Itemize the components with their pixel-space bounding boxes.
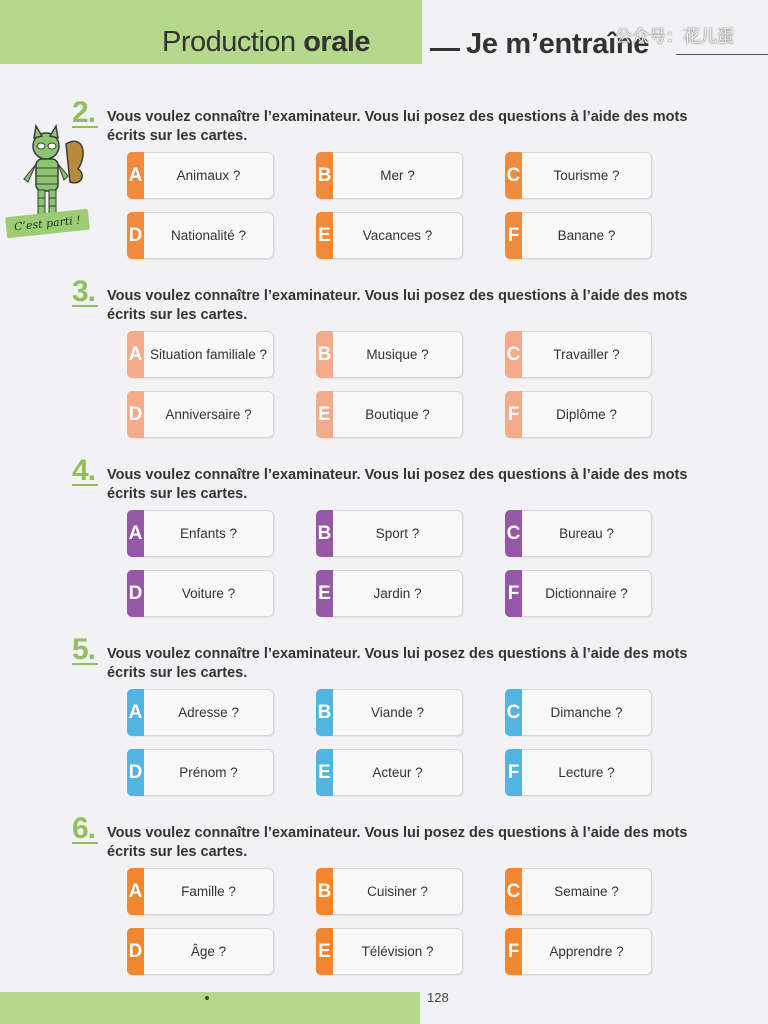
subtitle-text: Je m’entraîne bbox=[466, 28, 650, 60]
word-card bbox=[316, 868, 463, 915]
card-letter-tab: C bbox=[505, 152, 522, 199]
card-letter-tab: C bbox=[505, 510, 522, 557]
card-letter-tab: E bbox=[316, 570, 333, 617]
card-word: Semaine ? bbox=[554, 883, 619, 899]
card-letter-tab: B bbox=[316, 868, 333, 915]
card-word: Apprendre ? bbox=[549, 943, 624, 959]
card-letter-tab: A bbox=[127, 689, 144, 736]
exercise-number: 5. bbox=[72, 633, 96, 666]
card-word: Cuisiner ? bbox=[367, 883, 428, 899]
word-card bbox=[127, 391, 274, 438]
word-card bbox=[316, 391, 463, 438]
card-word: Boutique ? bbox=[365, 406, 430, 422]
card-letter-tab: D bbox=[127, 928, 144, 975]
card-letter-tab: F bbox=[505, 749, 522, 796]
word-card bbox=[127, 868, 274, 915]
card-word: Tourisme ? bbox=[553, 167, 620, 183]
card-word: Enfants ? bbox=[179, 525, 238, 541]
exercise-instruction: Vous voulez connaître l’examinateur. Vous lui posez des questions à l’aide des mots écrits sur les cartes. bbox=[107, 288, 688, 323]
word-card bbox=[505, 749, 652, 796]
exercise-number: 2. bbox=[72, 96, 96, 129]
word-card bbox=[127, 510, 274, 557]
dash-divider bbox=[430, 48, 460, 51]
card-word: Anniversaire ? bbox=[165, 406, 252, 422]
card-letter-tab: C bbox=[505, 331, 522, 378]
card-letter-tab: D bbox=[127, 212, 144, 259]
card-letter-tab: C bbox=[505, 689, 522, 736]
word-card bbox=[505, 152, 652, 199]
card-letter-tab: F bbox=[505, 570, 522, 617]
word-card bbox=[316, 570, 463, 617]
footer-bar bbox=[0, 992, 420, 1024]
card-word: Sport ? bbox=[375, 525, 420, 541]
word-card bbox=[505, 928, 652, 975]
card-letter-tab: E bbox=[316, 212, 333, 259]
word-card bbox=[505, 570, 652, 617]
word-card bbox=[127, 570, 274, 617]
card-word: Musique ? bbox=[366, 346, 429, 362]
card-letter-tab: F bbox=[505, 391, 522, 438]
word-card bbox=[316, 510, 463, 557]
word-card bbox=[505, 868, 652, 915]
title-bold: orale bbox=[303, 26, 371, 58]
card-word: Dimanche ? bbox=[550, 704, 623, 720]
card-letter-tab: A bbox=[127, 510, 144, 557]
card-word: Famille ? bbox=[181, 883, 236, 899]
card-word: Jardin ? bbox=[373, 585, 422, 601]
card-letter-tab: B bbox=[316, 331, 333, 378]
card-letter-tab: D bbox=[127, 570, 144, 617]
card-word: Prénom ? bbox=[179, 764, 238, 780]
card-letter-tab: A bbox=[127, 868, 144, 915]
card-letter-tab: E bbox=[316, 749, 333, 796]
cest-parti-badge: C’est parti ! bbox=[5, 209, 89, 239]
card-letter-tab: C bbox=[505, 868, 522, 915]
word-card bbox=[505, 212, 652, 259]
card-word: Mer ? bbox=[380, 167, 415, 183]
card-letter-tab: D bbox=[127, 749, 144, 796]
card-letter-tab: F bbox=[505, 212, 522, 259]
title-regular: Production bbox=[162, 26, 304, 58]
exercise-number: 3. bbox=[72, 275, 96, 308]
card-word: Adresse ? bbox=[178, 704, 239, 720]
card-letter-tab: B bbox=[316, 689, 333, 736]
word-card bbox=[505, 510, 652, 557]
card-word: Bureau ? bbox=[559, 525, 614, 541]
word-card bbox=[316, 749, 463, 796]
watermark: 公众号：花儿蛋 bbox=[615, 27, 734, 46]
exercise-instruction: Vous voulez connaître l’examinateur. Vous lui posez des questions à l’aide des mots écrits sur les cartes. bbox=[107, 467, 688, 502]
card-word: Diplôme ? bbox=[556, 406, 617, 422]
word-card bbox=[127, 689, 274, 736]
header-rule bbox=[676, 54, 768, 55]
exercise-instruction: Vous voulez connaître l’examinateur. Vous lui posez des questions à l’aide des mots écrits sur les cartes. bbox=[107, 825, 688, 860]
card-word: Dictionnaire ? bbox=[545, 585, 628, 601]
card-word: Voiture ? bbox=[181, 585, 236, 601]
card-word: Vacances ? bbox=[362, 227, 433, 243]
word-card bbox=[127, 212, 274, 259]
word-card bbox=[316, 212, 463, 259]
card-word: Télévision ? bbox=[361, 943, 434, 959]
exercise-number: 6. bbox=[72, 812, 96, 845]
card-word: Situation familiale ? bbox=[149, 346, 268, 362]
card-word: Banane ? bbox=[557, 227, 616, 243]
card-letter-tab: F bbox=[505, 928, 522, 975]
card-letter-tab: B bbox=[316, 152, 333, 199]
card-word: Nationalité ? bbox=[170, 227, 247, 243]
card-word: Animaux ? bbox=[176, 167, 241, 183]
card-letter-tab: D bbox=[127, 391, 144, 438]
exercise-number: 4. bbox=[72, 454, 96, 487]
word-card bbox=[316, 689, 463, 736]
exercise-instruction: Vous voulez connaître l’examinateur. Vous lui posez des questions à l’aide des mots écrits sur les cartes. bbox=[107, 646, 688, 681]
card-letter-tab: B bbox=[316, 510, 333, 557]
card-word: Lecture ? bbox=[558, 764, 615, 780]
word-card bbox=[127, 928, 274, 975]
card-letter-tab: A bbox=[127, 152, 144, 199]
card-word: Acteur ? bbox=[372, 764, 423, 780]
word-card bbox=[316, 331, 463, 378]
word-card bbox=[505, 331, 652, 378]
card-word: Âge ? bbox=[190, 943, 227, 959]
word-card bbox=[316, 928, 463, 975]
page-number: 128 bbox=[427, 990, 449, 1005]
word-card bbox=[316, 152, 463, 199]
word-card bbox=[505, 391, 652, 438]
card-letter-tab: E bbox=[316, 928, 333, 975]
card-word: Travailler ? bbox=[553, 346, 620, 362]
card-letter-tab: E bbox=[316, 391, 333, 438]
page-title bbox=[162, 26, 370, 59]
footer-dot bbox=[205, 996, 209, 1000]
card-letter-tab: A bbox=[127, 331, 144, 378]
exercise-instruction: Vous voulez connaître l’examinateur. Vous lui posez des questions à l’aide des mots écrits sur les cartes. bbox=[107, 109, 688, 144]
word-card bbox=[505, 689, 652, 736]
word-card bbox=[127, 331, 274, 378]
word-card bbox=[127, 152, 274, 199]
word-card bbox=[127, 749, 274, 796]
card-word: Viande ? bbox=[370, 704, 425, 720]
